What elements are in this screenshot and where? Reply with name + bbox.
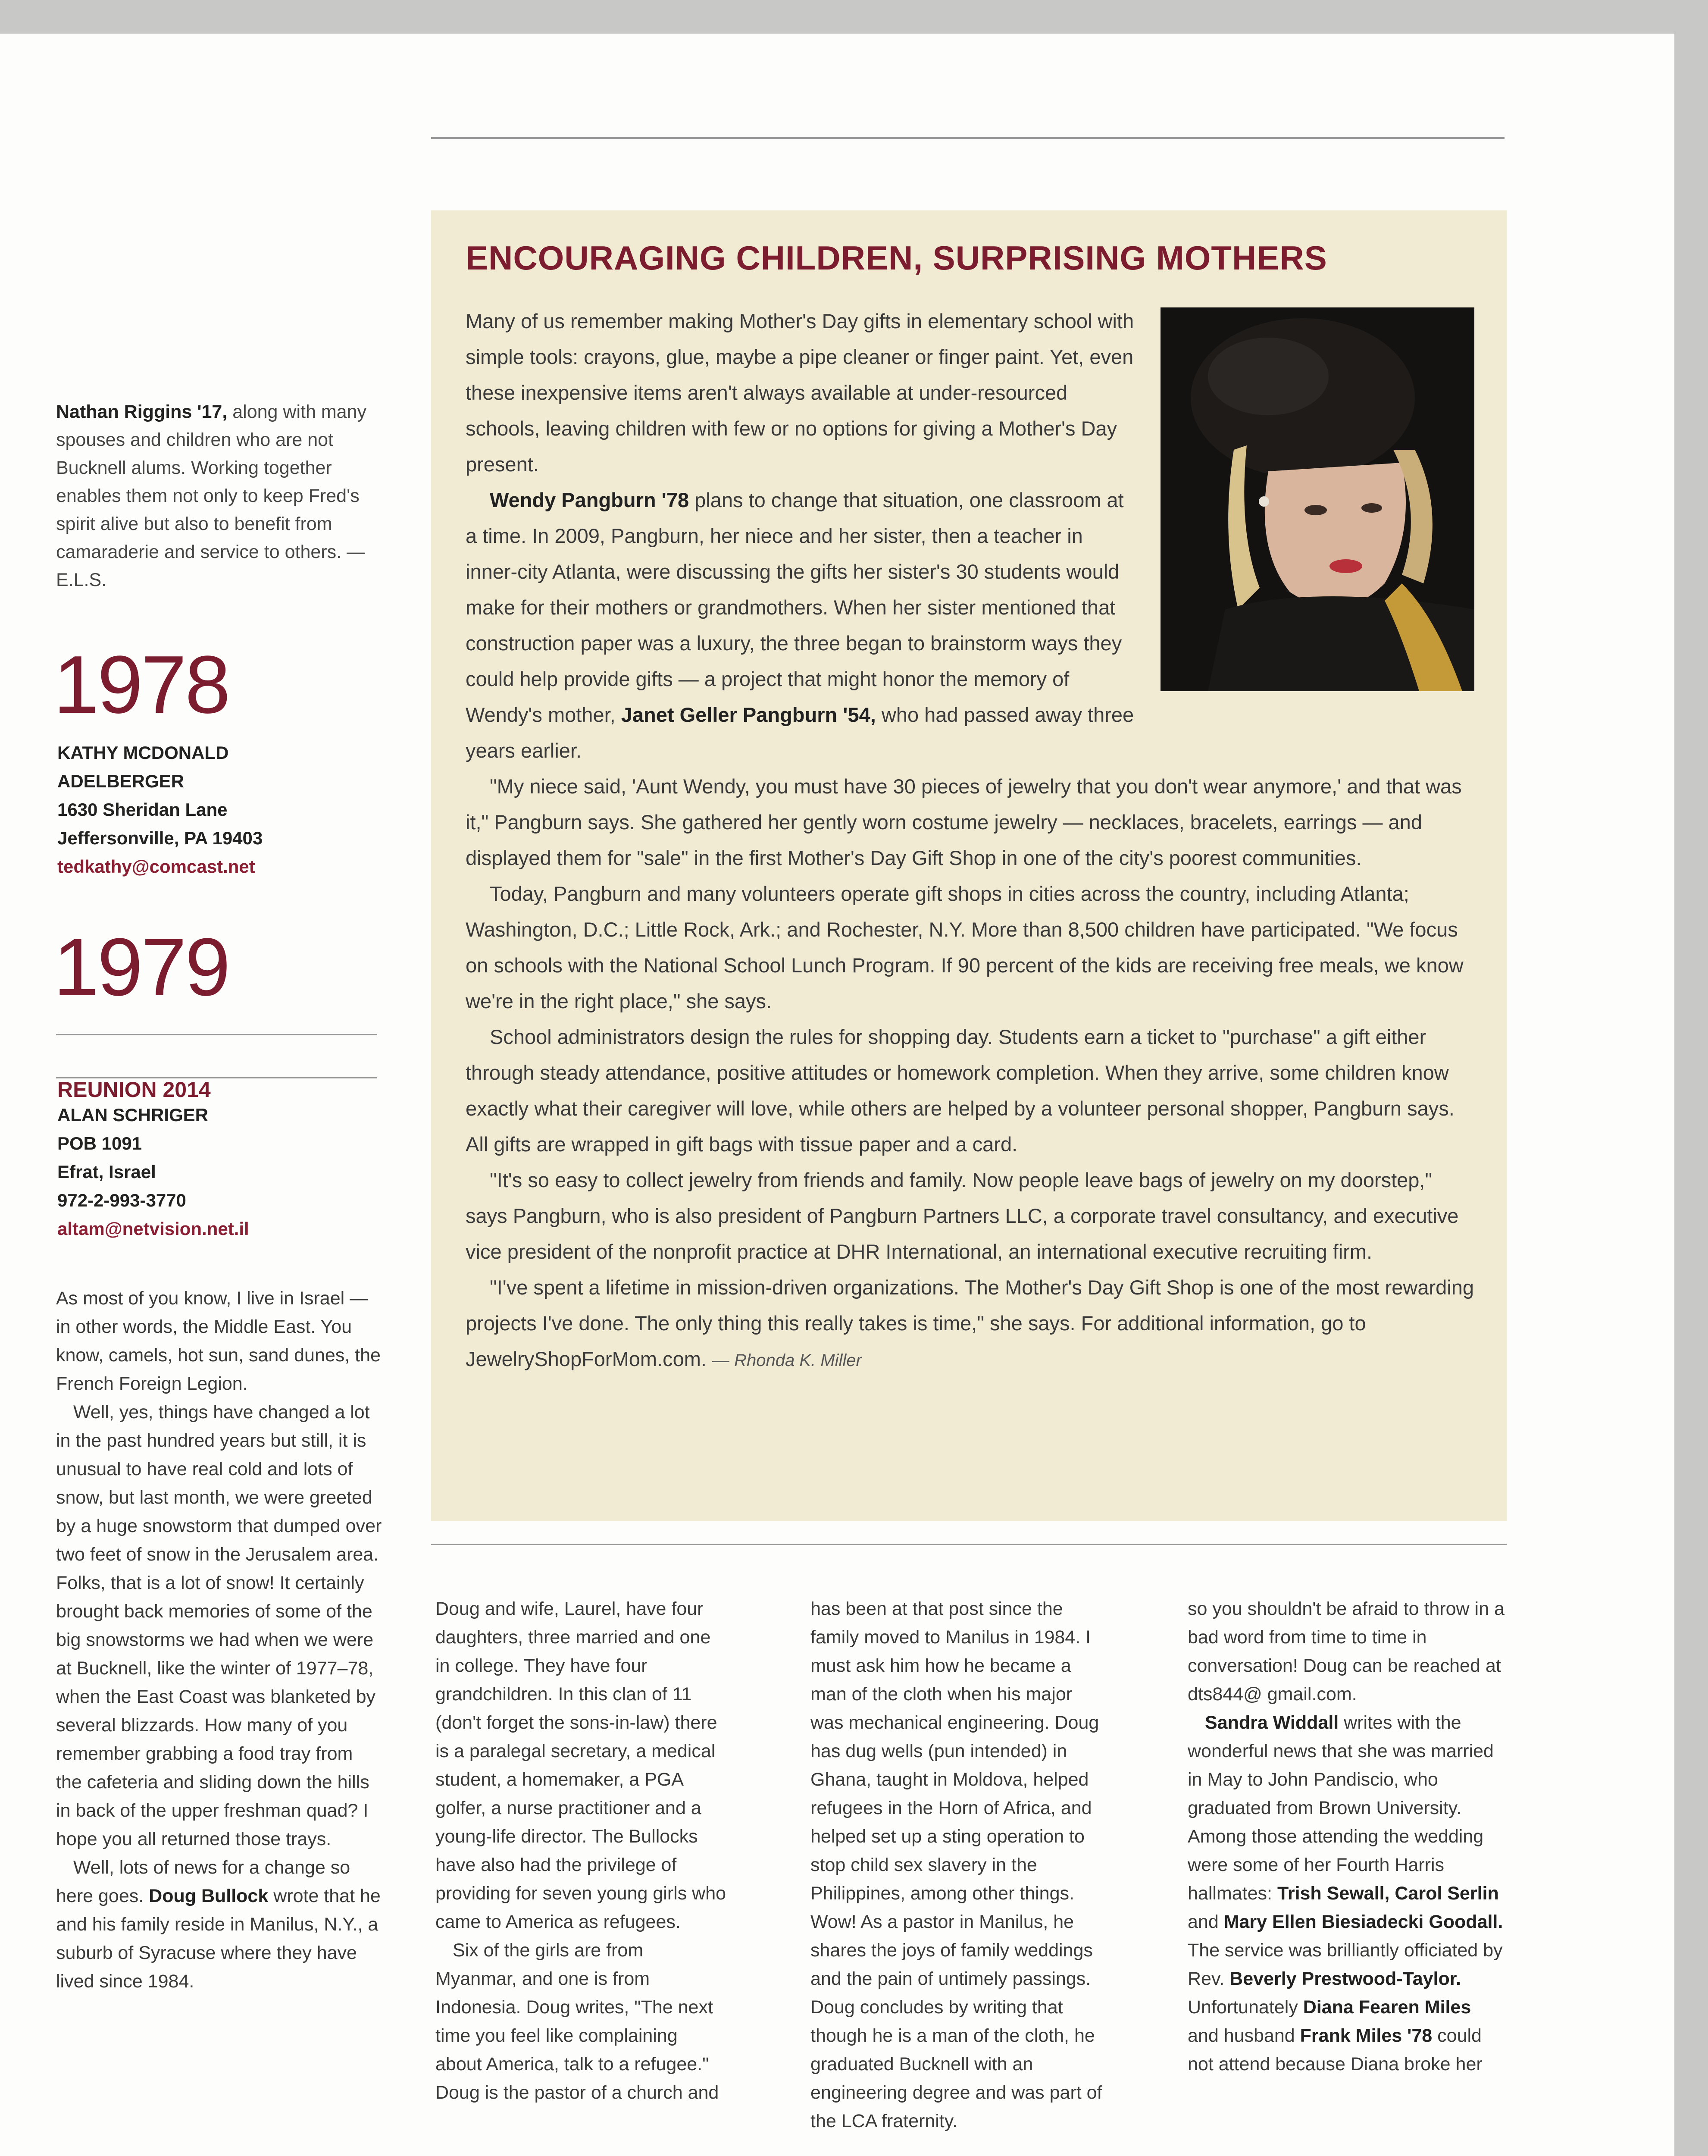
contact-email[interactable]: altam@netvision.net.il bbox=[57, 1219, 249, 1239]
contact-phone: 972-2-993-3770 bbox=[57, 1190, 186, 1210]
feature-paragraph-5: School administrators design the rules for shopping day. Students earn a ticket to "purchase" a gift either through steady attendance, positive attitudes or homework completion. When they arrive, some children know exactly what their caregiver will love, while others are helped by a volunteer personal shopper, Pangburn says. All gifts are wrapped in gift bags with tissue paper and a card. bbox=[466, 1025, 1455, 1156]
col3-paragraph-1: has been at that post since the family moved to Manilus in 1984. I must ask him how he became a man of the cloth when his major was mechanical engineering. Doug has dug wells (pun intended) in Ghana, taught in Moldova, helped refugees in the Horn of Africa, and helped set up a sting operation to stop child sex slavery in the Philippines, among other things. Wow! As a pastor in Manilus, he shares the joys of family weddings and the pain of untimely passings. Doug concludes by writing that though he is a man of the cloth, he graduated Bucknell with an engineering degree and was part of the LCA fraternity. bbox=[810, 1598, 1102, 2131]
contact-email[interactable]: tedkathy@comcast.net bbox=[57, 856, 255, 877]
year-heading-1979: 1979 bbox=[53, 921, 229, 1013]
year-heading-1978: 1978 bbox=[53, 639, 229, 730]
portrait-photo bbox=[1161, 307, 1474, 691]
mid-rule bbox=[431, 1544, 1507, 1545]
col4-paragraph-2: Sandra Widdall writes with the wonderful news that she was married in May to John Pandiscio, who graduated from Brown University. Among those attending the wedding were some of her Fourth Harris hallmates: Trish Sewall, Carol Serlin and Mary Ellen Biesiadecki Goodall. The service was brilliantly officiated by Rev. Beverly Prestwood-Taylor. Unfortunately Diana Fearen Miles and husband Frank Miles '78 could not attend because Diana broke her bbox=[1188, 1712, 1503, 2075]
feature-paragraph-4: Today, Pangburn and many volunteers operate gift shops in cities across the country, including Atlanta; Washington, D.C.; Little Rock, Ark.; and Rochester, N.Y. More than 8,500 children have participated. "We focus on schools with the National School Lunch Program. If 90 percent of the kids are receiving free meals, we know we're in the right place," she says. bbox=[466, 882, 1464, 1012]
feature-paragraph-2: Wendy Pangburn '78 plans to change that situation, one classroom at a time. In 2009, Pangburn, her niece and her sister, then a teacher in inner-city Atlanta, were discussing the gifts her sister's 30 students would make for their mothers or grandmothers. When her sister mentioned that construction paper was a luxury, the three began to brainstorm ways they could help provide gifts — a project that might honor the memory of Wendy's mother, Janet Geller Pangburn '54, who had passed away three years earlier. bbox=[466, 489, 1134, 762]
reunion-label: REUNION 2014 bbox=[57, 1078, 211, 1102]
contact-1979 bbox=[57, 1101, 249, 1243]
contact-city: Jeffersonville, PA 19403 bbox=[57, 828, 263, 848]
contact-address: 1630 Sheridan Lane bbox=[57, 799, 228, 820]
contact-name-2: ADELBERGER bbox=[57, 771, 185, 791]
contact-address: POB 1091 bbox=[57, 1133, 142, 1153]
feature-paragraph-7: "I've spent a lifetime in mission-driven organizations. The Mother's Day Gift Shop is one of the most rewarding projects I've done. The only thing this really takes is time," she says. For additional information, go to JewelryShopForMom.com. — Rhonda K. Miller bbox=[466, 1276, 1474, 1370]
feature-title: ENCOURAGING CHILDREN, SURPRISING MOTHERS bbox=[466, 239, 1327, 277]
feature-box bbox=[431, 210, 1507, 1521]
author-credit: — Rhonda K. Miller bbox=[712, 1351, 862, 1370]
col1-paragraph-1: As most of you know, I live in Israel — in other words, the Middle East. You know, camels, hot sun, sand dunes, the French Foreign Legion. bbox=[56, 1288, 381, 1394]
magazine-page bbox=[0, 34, 1674, 2156]
contact-city: Efrat, Israel bbox=[57, 1162, 156, 1182]
lead-name: Nathan Riggins '17, bbox=[56, 401, 228, 422]
col2-paragraph-1: Doug and wife, Laurel, have four daughters, three married and one in college. They have four grandchildren. In this clan of 11 (don't forget the sons-in-law) there is a paralegal secretary, a medical student, a homemaker, a PGA golfer, a nurse practitioner and a young-life director. The Bullocks have also had the privilege of providing for seven young girls who came to America as refugees. bbox=[435, 1598, 726, 1932]
reunion-rule-top bbox=[56, 1034, 377, 1035]
col4-paragraph-1: so you shouldn't be afraid to throw in a bad word from time to time in conversation! Doug can be reached at dts844@ gmail.com. bbox=[1188, 1598, 1505, 1705]
contact-name: ALAN SCHRIGER bbox=[57, 1105, 209, 1125]
column-3 bbox=[810, 1595, 1108, 2135]
col2-paragraph-2: Six of the girls are from Myanmar, and one is from Indonesia. Doug writes, "The next time you feel like complaining about America, talk to a refugee." Doug is the pastor of a church and bbox=[435, 1940, 719, 2103]
contact-1978 bbox=[57, 739, 263, 881]
feature-text bbox=[466, 303, 1474, 1379]
lead-text: along with many spouses and children who are not Bucknell alums. Working together enables them not only to keep Fred's spirit alive but also to benefit from camaraderie and service to others. — E.L.S. bbox=[56, 401, 366, 590]
portrait-illustration bbox=[1161, 307, 1474, 691]
column-1 bbox=[56, 1284, 384, 1996]
lead-paragraph bbox=[56, 398, 375, 594]
top-rule bbox=[431, 137, 1505, 139]
feature-paragraph-1: Many of us remember making Mother's Day gifts in elementary school with simple tools: crayons, glue, maybe a pipe cleaner or finger paint. Yet, even these inexpensive items aren't always available at under-resourced schools, leaving children with few or no options for giving a Mother's Day present. bbox=[466, 310, 1134, 476]
col1-paragraph-2: Well, yes, things have changed a lot in the past hundred years but still, it is unusual to have real cold and lots of snow, but last month, we were greeted by a huge snowstorm that dumped over two feet of snow in the Jerusalem area. Folks, that is a lot of snow! It certainly brought back memories of some of the big snowstorms we had when we were at Bucknell, like the winter of 1977–78, when the East Coast was blanketed by several blizzards. How many of you remember grabbing a food tray from the cafeteria and sliding down the hills in back of the upper freshman quad? I hope you all returned those trays. bbox=[56, 1402, 382, 1849]
feature-paragraph-3: "My niece said, 'Aunt Wendy, you must have 30 pieces of jewelry that you don't wear anymore,' and that was it," Pangburn says. She gathered her gently worn costume jewelry — necklaces, bracelets, earrings — and displayed them for "sale" in the first Mother's Day Gift Shop in one of the city's poorest communities. bbox=[466, 775, 1462, 869]
col1-paragraph-3: Well, lots of news for a change so here goes. Doug Bullock wrote that he and his family reside in Manilus, N.Y., a suburb of Syracuse where they have lived since 1984. bbox=[56, 1857, 381, 1992]
contact-name: KATHY MCDONALD bbox=[57, 743, 229, 763]
reunion-rule-bottom bbox=[56, 1077, 377, 1078]
column-2 bbox=[435, 1595, 729, 2107]
column-4 bbox=[1188, 1595, 1507, 2078]
feature-paragraph-6: "It's so easy to collect jewelry from friends and family. Now people leave bags of jewelry on my doorstep," says Pangburn, who is also president of Pangburn Partners LLC, a corporate travel consultancy, and executive vice president of the nonprofit practice at DHR International, an international executive recruiting firm. bbox=[466, 1169, 1459, 1263]
